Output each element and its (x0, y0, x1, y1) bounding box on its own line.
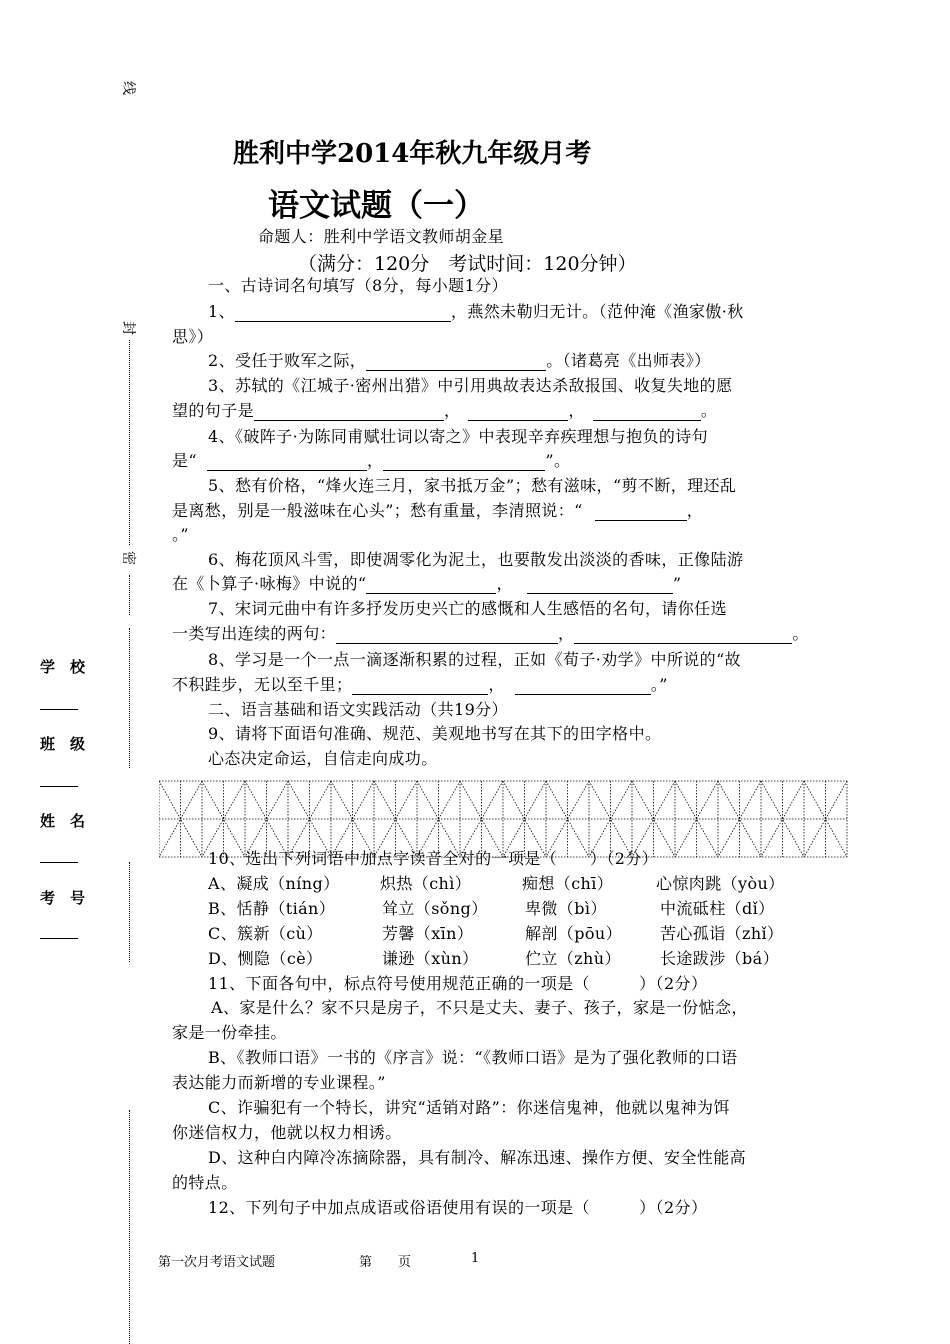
answer-blank[interactable] (366, 354, 546, 371)
section1-heading: 一、古诗词名句填写（8分，每小题1分） (208, 276, 508, 295)
question-4: 4、《破阵子·为陈同甫赋壮词以寄之》中表现辛弃疾理想与抱负的诗句 (208, 427, 709, 446)
class-label: 班 级 (40, 735, 86, 753)
name-label: 姓 名 (40, 812, 86, 830)
binding-dotted-line (129, 1110, 130, 1344)
answer-blank[interactable] (468, 404, 568, 421)
question-1-cont: 思》） (172, 327, 214, 346)
number-field[interactable] (40, 938, 78, 939)
answer-blank[interactable] (515, 678, 651, 695)
class-field[interactable] (40, 786, 78, 787)
binding-dotted-line (129, 575, 130, 615)
question-8: 8、学习是一个一点一滴逐渐积累的过程，正如《荀子·劝学》中所说的“故 (208, 650, 742, 669)
question-5-end: 。” (172, 525, 189, 544)
question-12: 12、下列句子中加点成语或俗语使用有误的一项是（ ）（2分） (208, 1198, 708, 1217)
question-11: 11、下面各句中，标点符号使用规范正确的一项是（ ）（2分） (208, 974, 708, 993)
q11-option-b: B、《教师口语》一书的《序言》说：“《教师口语》是为了强化教师的口语 (208, 1048, 738, 1067)
exam-score-time: （满分：120分 考试时间：120分钟） (298, 253, 637, 275)
binding-mark-mi: 密 (120, 551, 136, 565)
footer-page-number: 1 (471, 1251, 480, 1266)
question-7: 7、宋词元曲中有许多抒发历史兴亡的感慨和人生感悟的名句，请你任选 (208, 599, 727, 618)
q11-option-d: D、这种白内障冷冻摘除器，具有制冷、解冻迅速、操作方便、安全性能高 (208, 1148, 747, 1167)
question-1: 1、 ，燕然未勒归无计。（范仲淹《渔家傲·秋 (208, 302, 744, 321)
question-2: 2、受任于败军之际， 。（诸葛亮《出师表》） (208, 351, 711, 370)
answer-blank[interactable] (366, 577, 496, 594)
number-label: 考 号 (40, 889, 86, 907)
binding-dotted-line (129, 862, 130, 962)
exam-title: 胜利中学2014年秋九年级月考 (233, 139, 592, 169)
question-9: 9、请将下面语句准确、规范、美观地书写在其下的田字格中。 (208, 724, 662, 743)
writing-grid[interactable] (159, 780, 849, 860)
question-4-cont: 是“ ， ”。 (172, 451, 571, 470)
binding-dotted-line (129, 340, 130, 545)
binding-mark-xian: 线 (120, 81, 136, 95)
answer-blank[interactable] (527, 577, 673, 594)
q11-option-d-cont: 的特点。 (172, 1173, 238, 1192)
question-3-cont: 望的句子是 ， ， 。 (172, 401, 718, 420)
question-9-text: 心态决定命运，自信走向成功。 (208, 749, 438, 768)
school-label: 学 校 (40, 658, 86, 676)
school-field[interactable] (40, 709, 78, 710)
question-7-cont: 一类写出连续的两句： ， 。 (172, 624, 809, 643)
answer-blank[interactable] (254, 404, 444, 421)
question-5-cont: 是离愁，别是一般滋味在心头”；愁有重量，李清照说：“ ， (172, 501, 704, 520)
question-8-cont: 不积跬步，无以至千里； ， 。” (172, 675, 668, 694)
q11-option-b-cont: 表达能力而新增的专业课程。” (172, 1073, 386, 1092)
question-5: 5、愁有价格，“烽火连三月，家书抵万金”；愁有滋味，“剪不断，理还乱 (208, 476, 737, 495)
question-6: 6、梅花顶风斗雪，即使凋零化为泥土，也要散发出淡淡的香味，正像陆游 (208, 550, 744, 569)
binding-dotted-line (129, 628, 130, 768)
question-10: 10、选出下列词语中加点字读音全对的一项是（ ）（2分） (208, 849, 659, 868)
answer-blank[interactable] (383, 454, 545, 471)
question-3: 3、苏轼的《江城子·密州出猎》中引用典故表达杀敌报国、收复失地的愿 (208, 376, 733, 395)
answer-blank[interactable] (235, 305, 451, 322)
answer-blank[interactable] (574, 627, 792, 644)
answer-blank[interactable] (593, 404, 701, 421)
q11-option-c: C、诈骗犯有一个特长，讲究“适销对路”：你迷信鬼神，他就以鬼神为饵 (208, 1098, 730, 1117)
binding-mark-feng: 封 (120, 321, 136, 335)
answer-blank[interactable] (352, 678, 488, 695)
name-field[interactable] (40, 862, 78, 863)
q11-option-a-cont: 家是一份牵挂。 (172, 1023, 287, 1042)
footer-page-label: 第 页 (359, 1255, 412, 1270)
q11-option-c-cont: 你迷信权力，他就以权力相诱。 (172, 1123, 402, 1142)
footer-title: 第一次月考语文试题 (158, 1255, 276, 1270)
answer-blank[interactable] (336, 627, 558, 644)
answer-blank[interactable] (595, 504, 687, 521)
exam-author: 命题人：胜利中学语文教师胡金星 (258, 227, 505, 246)
question-6-cont: 在《卜算子·咏梅》中说的“ ， ” (172, 574, 682, 593)
section2-heading: 二、语言基础和语文实践活动（共19分） (208, 700, 508, 719)
answer-blank[interactable] (207, 454, 367, 471)
exam-subtitle: 语文试题（一） (268, 188, 485, 224)
q11-option-a: A、家是什么？家不只是房子，不只是丈夫、妻子、孩子，家是一份惦念， (211, 998, 748, 1017)
